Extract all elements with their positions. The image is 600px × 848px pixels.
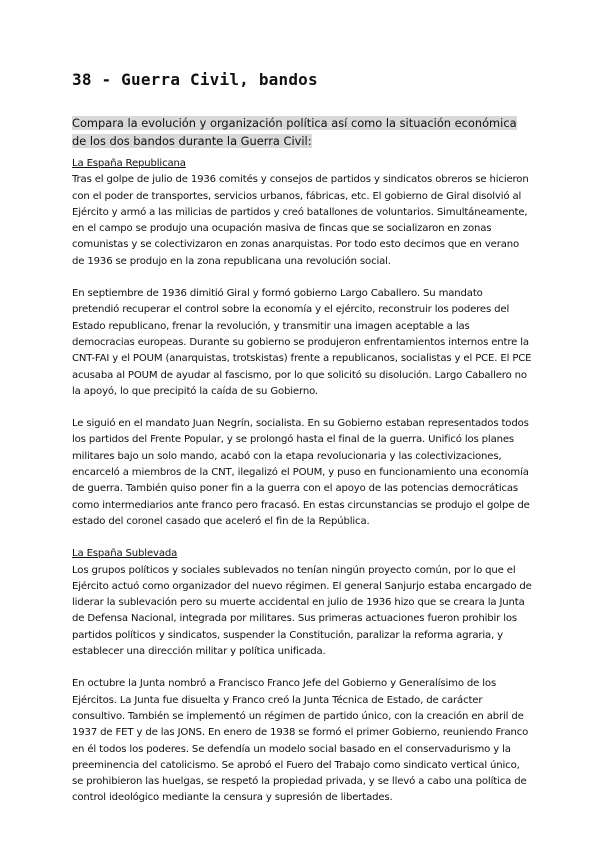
section-heading-republicana: La España Republicana [72,158,186,169]
paragraph: Le siguió en el mandato Juan Negrín, socialista. En su Gobierno estaban representados todos los partidos del Frente Popular, y se prolongó hasta el final de la guerra. Unificó los planes militares bajo un solo mando, acabó con la etapa revolucionaria y las colectivizaciones, encarceló a miembros de la CNT, ilegalizó el POUM, y puso en funcionamiento una economía de guerra. También quiso poner fin a la guerra con el apoyo de las potencias democráticas como intermediarios ante franco pero fracasó. En estas circunstancias se produjo el golpe de estado del coronel casado que aceleró el fin de la República. [72,418,530,527]
section-heading-sublevada: La España Sublevada [72,548,178,560]
page-title: 38 - Guerra Civil, bandos [72,70,318,89]
paragraph-gap [72,530,532,546]
document-body [72,156,532,807]
paragraph: En octubre la Junta nombró a Francisco Franco Jefe del Gobierno y Generalísimo de los Ejércitos. La Junta fue disuelta y Franco creó la Junta Técnica de Estado, de carácter consultivo. También se implementó un régimen de partido único, con la creación en abril de 1937 de FET y de las JONS. En enero de 1938 se formó el primer Gobierno, reuniendo Franco en él todos los poderes. Se defendía un modelo social basado en el conservadurismo y la preeminencia del catolicismo. Se aprobó el Fuero del Trabajo como sindicato vertical único, se prohibieron las huelgas, se respetó la propiedad privada, y se llevó a cabo una política de control ideológico mediante la censura y supresión de libertades. [72,678,529,804]
question-highlight [72,114,530,150]
question-text: Compara la evolución y organización política así como la situación económica de los dos bandos durante la Guerra Civil: [72,116,517,148]
paragraph-gap [72,660,532,676]
paragraph-gap [72,400,532,416]
paragraph: Tras el golpe de julio de 1936 comités y consejos de partidos y sindicatos obreros se hicieron con el poder de transportes, servicios urbanos, fábricas, etc. El gobierno de Giral disolvió al Ejército y armó a las milicias de partidos y creó batallones de voluntarios. Simultáneamente, en el campo se produjo una ocupación masiva de fincas que se socializaron en zonas comunistas y se colectivizaron en zonas anarquistas. Por todo esto decimos que en verano de 1936 se produjo en la zona republicana una revolución social. [72,174,529,267]
paragraph: En septiembre de 1936 dimitió Giral y formó gobierno Largo Caballero. Su mandato pretendió recuperar el control sobre la economía y el ejército, reconstruir los poderes del Estado republicano, frenar la revolución, y transmitir una imagen aceptable a las democracias europeas. Durante su gobierno se produjeron enfrentamientos internos entre la CNT-FAI y el POUM (anarquistas, trotskistas) frente a republicanos, socialistas y el PCE. El PCE acusaba al POUM de ayudar al fascismo, por lo que solicitó su disolución. Largo Caballero no la apoyó, lo que precipitó la caída de su Gobierno. [72,288,532,397]
paragraph-gap [72,270,532,286]
paragraph: Los grupos políticos y sociales sublevados no tenían ningún proyecto común, por lo que el Ejército actuó como organizador del nuevo régimen. El general Sanjurjo estaba encargado de liderar la sublevación pero su muerte accidental en julio de 1936 hizo que se creara la Junta de Defensa Nacional, integrada por militares. Sus primeras actuaciones fueron prohibir los partidos políticos y sindicatos, suspender la Constitución, paralizar la reforma agraria, y establecer una dirección militar y política unificada. [72,564,532,658]
